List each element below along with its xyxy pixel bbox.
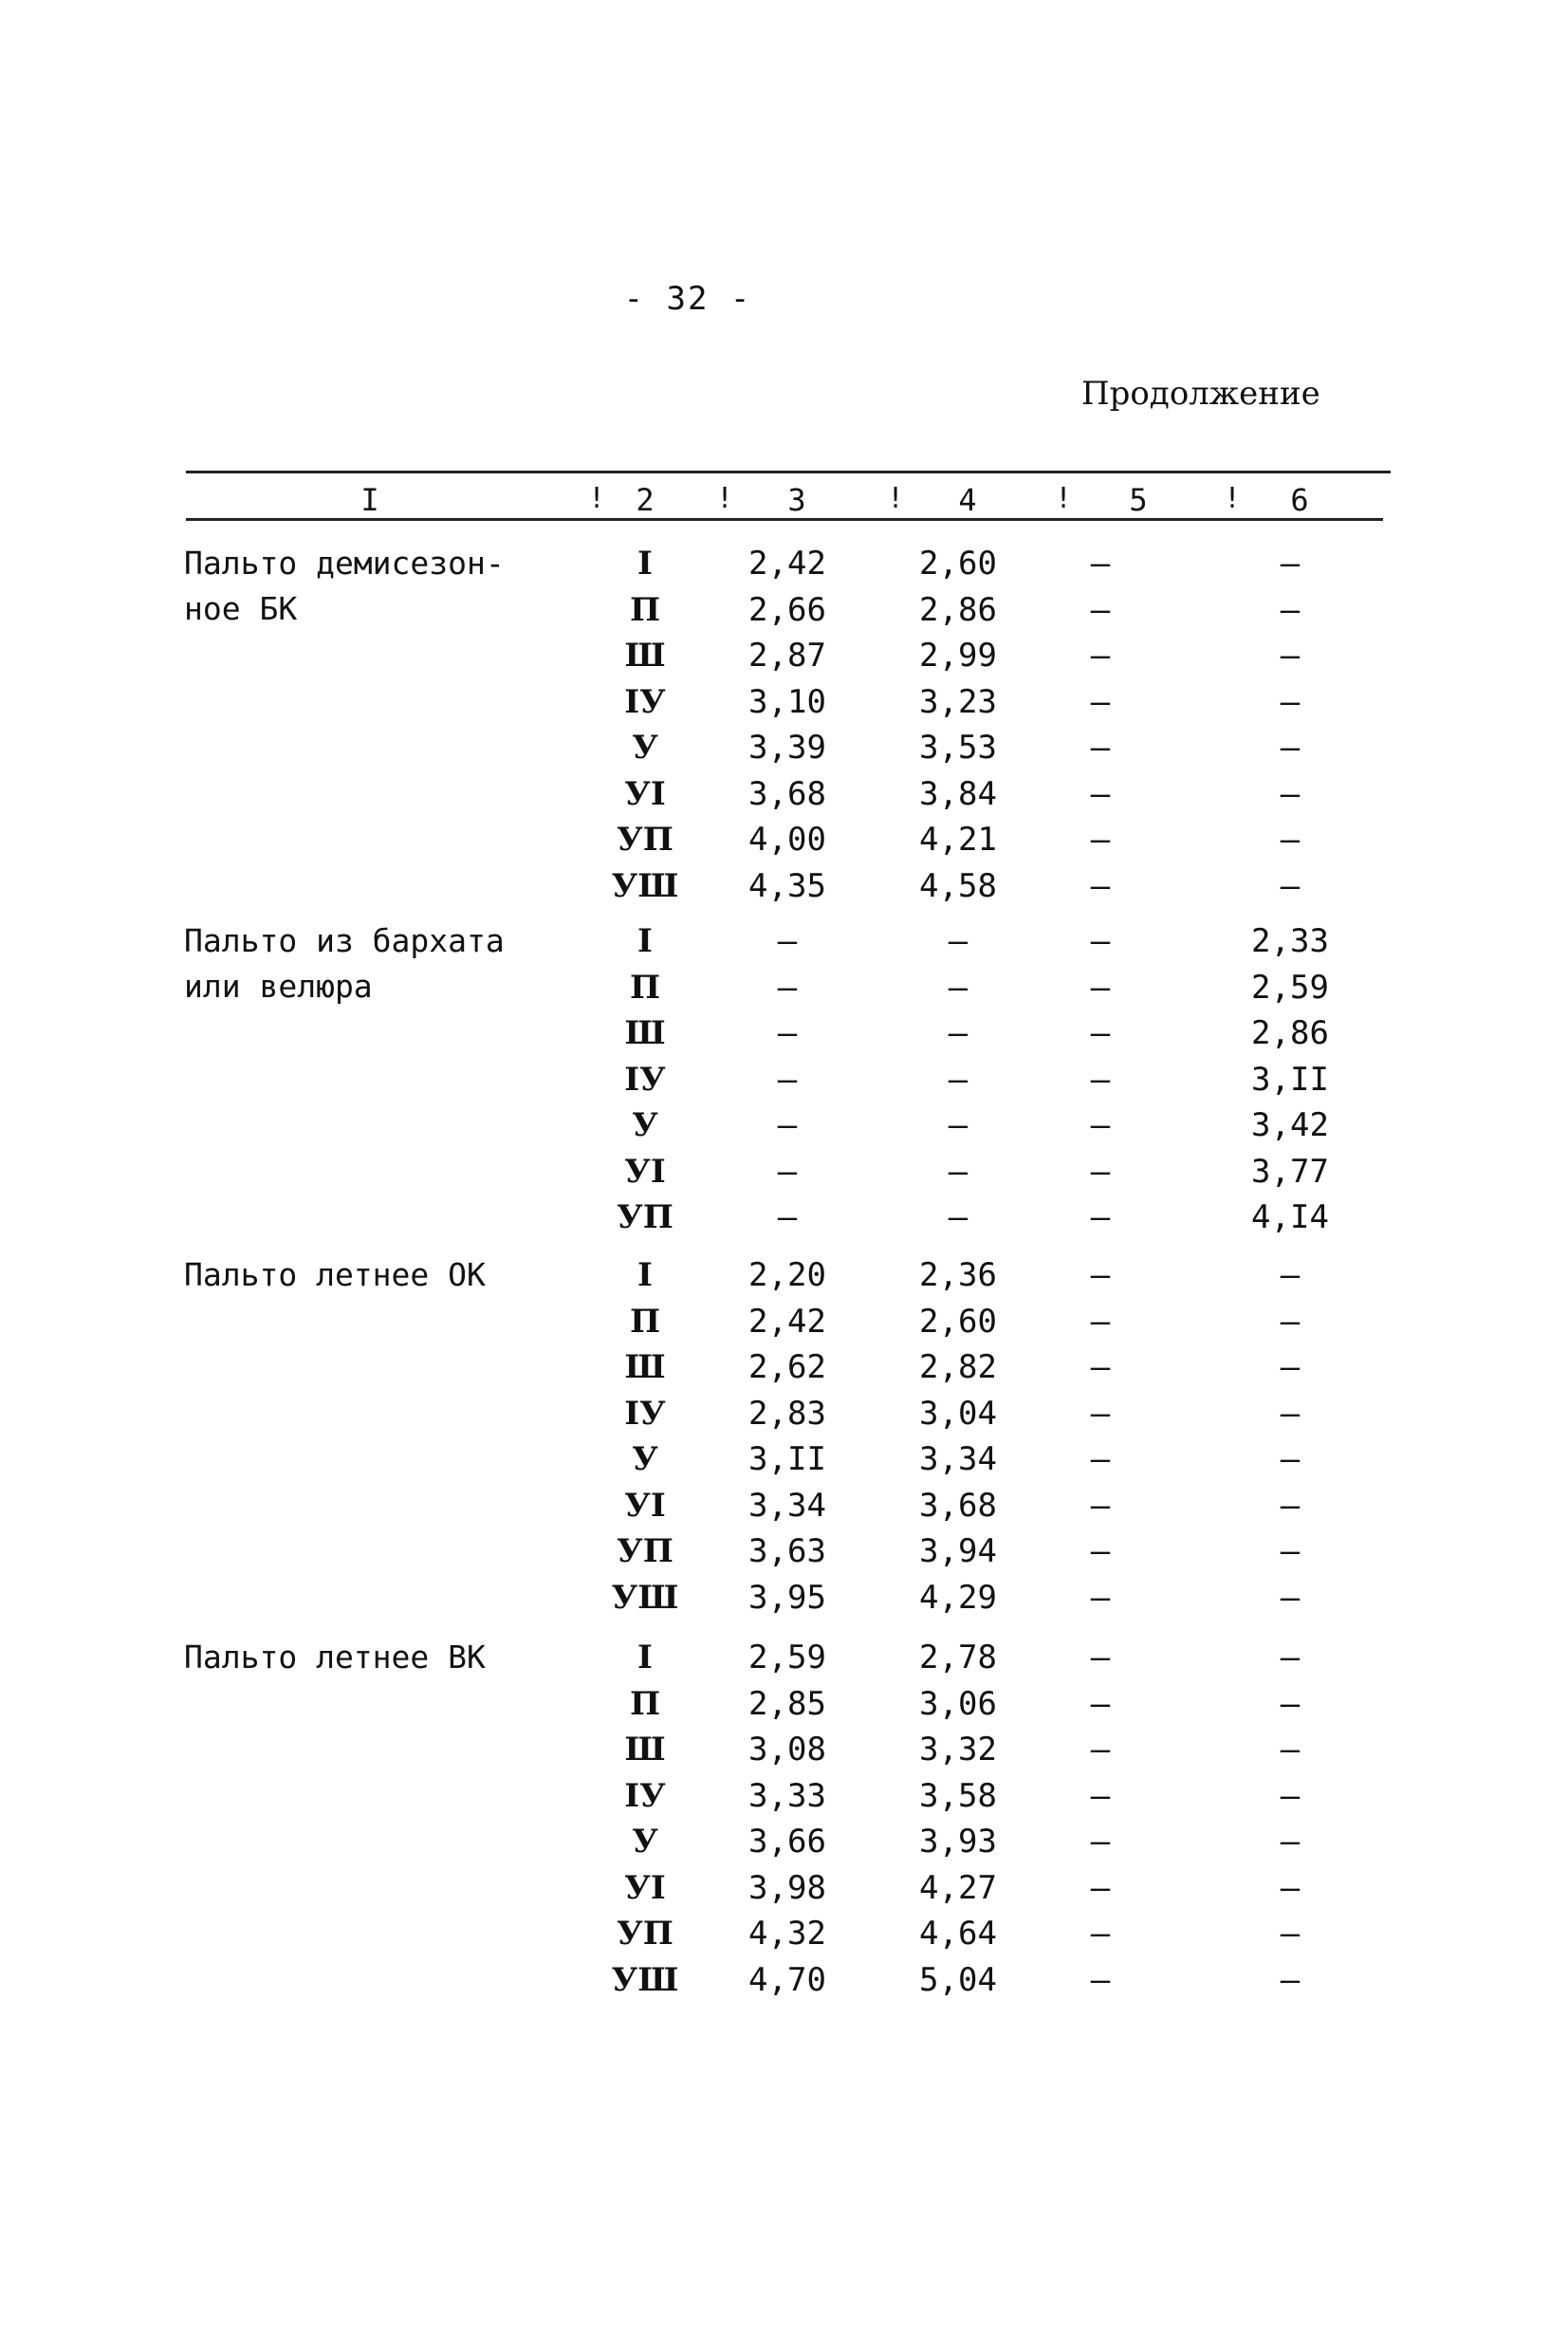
value-cell-col5: – [1090, 1639, 1111, 1676]
table-row [0, 1149, 1568, 1195]
value-cell-col4: – [948, 969, 968, 1007]
page-number: - 32 - [623, 280, 752, 318]
size-group-cell: У [632, 729, 658, 767]
value-cell-col3: 2,87 [748, 637, 826, 675]
value-cell-col3: – [777, 1106, 798, 1144]
size-group-cell: У [632, 1440, 658, 1478]
table-row [0, 918, 1568, 964]
value-cell-col3: 4,00 [748, 821, 826, 859]
value-cell-col5: – [1090, 922, 1111, 960]
value-cell-col4: 4,21 [919, 821, 997, 859]
value-cell-col4: 3,06 [919, 1685, 997, 1723]
item-name: Пальто из бархата или велюра [184, 922, 505, 1005]
column-separator: ! [588, 482, 606, 515]
table-row [0, 1483, 1568, 1528]
column-header-4: 4 [958, 482, 977, 518]
value-cell-col4: 2,99 [919, 637, 997, 675]
value-cell-col3: 4,35 [748, 867, 826, 905]
size-group-cell: I [637, 1639, 653, 1676]
value-cell-col5: – [1090, 1869, 1111, 1907]
value-cell-col3: 2,20 [748, 1256, 826, 1294]
value-cell-col5: – [1090, 1440, 1111, 1478]
value-cell-col6: 3,42 [1251, 1106, 1329, 1144]
continuation-label: Продолжение [1081, 375, 1320, 413]
value-cell-col5: – [1090, 1256, 1111, 1294]
value-cell-col6: – [1280, 1639, 1301, 1676]
value-cell-col4: 2,82 [919, 1348, 997, 1386]
table-row [0, 1911, 1568, 1956]
value-cell-col6: – [1280, 1348, 1301, 1386]
size-group-cell: П [629, 1303, 661, 1341]
value-cell-col3: 2,42 [748, 545, 826, 583]
value-cell-col5: – [1090, 969, 1111, 1007]
value-cell-col3: 4,32 [748, 1915, 826, 1953]
size-group-cell: IУ [624, 683, 666, 721]
table-row [0, 771, 1568, 817]
value-cell-col4: 2,36 [919, 1256, 997, 1294]
value-cell-col4: 2,60 [919, 545, 997, 583]
size-group-cell: УI [624, 1869, 666, 1907]
size-group-cell: УШ [611, 1579, 679, 1617]
value-cell-col4: 3,68 [919, 1487, 997, 1525]
value-cell-col5: – [1090, 1395, 1111, 1433]
table-row [0, 965, 1568, 1010]
size-group-cell: I [637, 922, 653, 960]
column-header-3: 3 [787, 482, 806, 518]
value-cell-col6: 2,86 [1251, 1014, 1329, 1052]
column-separator: ! [716, 482, 734, 515]
value-cell-col4: 2,86 [919, 591, 997, 629]
value-cell-col6: – [1280, 1303, 1301, 1341]
value-cell-col5: – [1090, 1961, 1111, 1999]
size-group-cell: Ш [624, 1731, 666, 1769]
size-group-cell: УП [617, 1915, 673, 1953]
value-cell-col6: – [1280, 1440, 1301, 1478]
column-separator: ! [1055, 482, 1073, 515]
value-cell-col6: – [1280, 1731, 1301, 1769]
size-group-cell: УП [617, 1532, 673, 1570]
value-cell-col6: – [1280, 775, 1301, 813]
table-row [0, 1773, 1568, 1819]
value-cell-col5: – [1090, 1303, 1111, 1341]
table-row [0, 1436, 1568, 1482]
value-cell-col3: – [777, 969, 798, 1007]
value-cell-col3: – [777, 1014, 798, 1052]
value-cell-col5: – [1090, 1198, 1111, 1236]
table-row [0, 1391, 1568, 1436]
value-cell-col4: 4,27 [919, 1869, 997, 1907]
value-cell-col6: – [1280, 1915, 1301, 1953]
value-cell-col3: – [777, 1153, 798, 1191]
size-group-cell: П [629, 591, 661, 629]
value-cell-col4: 5,04 [919, 1961, 997, 1999]
size-group-cell: Ш [624, 637, 666, 675]
value-cell-col3: 3,08 [748, 1731, 826, 1769]
size-group-cell: IУ [624, 1777, 666, 1815]
size-group-cell: УП [617, 821, 673, 859]
size-group-cell: УП [617, 1198, 673, 1236]
value-cell-col6: – [1280, 1487, 1301, 1525]
table-row [0, 1344, 1568, 1390]
value-cell-col4: 2,60 [919, 1303, 997, 1341]
size-group-cell: У [632, 1106, 658, 1144]
value-cell-col4: 3,04 [919, 1395, 997, 1433]
value-cell-col5: – [1090, 1532, 1111, 1570]
value-cell-col5: – [1090, 729, 1111, 767]
value-cell-col6: – [1280, 867, 1301, 905]
value-cell-col5: – [1090, 683, 1111, 721]
table-row [0, 1681, 1568, 1727]
value-cell-col5: – [1090, 1915, 1111, 1953]
value-cell-col6: 3,II [1251, 1061, 1329, 1099]
value-cell-col6: – [1280, 1823, 1301, 1861]
value-cell-col5: – [1090, 1777, 1111, 1815]
value-cell-col4: 3,84 [919, 775, 997, 813]
value-cell-col3: 2,83 [748, 1395, 826, 1433]
value-cell-col5: – [1090, 591, 1111, 629]
value-cell-col5: – [1090, 775, 1111, 813]
value-cell-col5: – [1090, 1579, 1111, 1617]
size-group-cell: IУ [624, 1061, 666, 1099]
value-cell-col6: – [1280, 683, 1301, 721]
size-group-cell: I [637, 545, 653, 583]
column-header-1: I [360, 482, 379, 518]
table-row [0, 1195, 1568, 1240]
column-header-6: 6 [1290, 482, 1309, 518]
table-row [0, 1575, 1568, 1620]
value-cell-col5: – [1090, 1106, 1111, 1144]
table-row [0, 1528, 1568, 1574]
value-cell-col6: – [1280, 1777, 1301, 1815]
value-cell-col6: – [1280, 1579, 1301, 1617]
value-cell-col4: 3,34 [919, 1440, 997, 1478]
table-row [0, 679, 1568, 725]
value-cell-col4: 3,94 [919, 1532, 997, 1570]
value-cell-col4: – [948, 1153, 968, 1191]
table-row [0, 633, 1568, 678]
value-cell-col4: – [948, 1198, 968, 1236]
column-separator: ! [1224, 482, 1242, 515]
table-row [0, 817, 1568, 862]
value-cell-col6: – [1280, 1532, 1301, 1570]
size-group-cell: I [637, 1256, 653, 1294]
value-cell-col4: 4,29 [919, 1579, 997, 1617]
value-cell-col5: – [1090, 1685, 1111, 1723]
value-cell-col6: – [1280, 637, 1301, 675]
value-cell-col3: 2,66 [748, 591, 826, 629]
value-cell-col4: – [948, 922, 968, 960]
value-cell-col6: – [1280, 729, 1301, 767]
size-group-cell: Ш [624, 1348, 666, 1386]
value-cell-col3: 3,39 [748, 729, 826, 767]
value-cell-col3: – [777, 922, 798, 960]
value-cell-col3: 2,42 [748, 1303, 826, 1341]
size-group-cell: П [629, 969, 661, 1007]
size-group-cell: УШ [611, 867, 679, 905]
value-cell-col3: 4,70 [748, 1961, 826, 1999]
table-row [0, 1102, 1568, 1148]
value-cell-col3: 3,II [748, 1440, 826, 1478]
value-cell-col4: 3,93 [919, 1823, 997, 1861]
value-cell-col4: 3,53 [919, 729, 997, 767]
value-cell-col3: 2,85 [748, 1685, 826, 1723]
value-cell-col5: – [1090, 1348, 1111, 1386]
table-row [0, 587, 1568, 633]
table-row [0, 541, 1568, 586]
value-cell-col3: – [777, 1061, 798, 1099]
value-cell-col6: – [1280, 1961, 1301, 1999]
value-cell-col4: – [948, 1106, 968, 1144]
table-row [0, 1057, 1568, 1102]
table-row [0, 1299, 1568, 1344]
value-cell-col5: – [1090, 545, 1111, 583]
value-cell-col5: – [1090, 1487, 1111, 1525]
value-cell-col6: – [1280, 1256, 1301, 1294]
value-cell-col6: 4,I4 [1251, 1198, 1329, 1236]
value-cell-col6: 2,59 [1251, 969, 1329, 1007]
value-cell-col6: – [1280, 1869, 1301, 1907]
column-header-2: 2 [636, 482, 655, 518]
table-row [0, 1635, 1568, 1680]
value-cell-col6: – [1280, 545, 1301, 583]
item-name: Пальто летнее ВК [184, 1639, 486, 1676]
size-group-cell: П [629, 1685, 661, 1723]
value-cell-col3: 3,63 [748, 1532, 826, 1570]
size-group-cell: У [632, 1823, 658, 1861]
value-cell-col3: 3,68 [748, 775, 826, 813]
value-cell-col4: 3,32 [919, 1731, 997, 1769]
table-row [0, 725, 1568, 770]
item-name: Пальто летнее ОК [184, 1256, 486, 1293]
value-cell-col6: – [1280, 821, 1301, 859]
table-row [0, 1865, 1568, 1911]
value-cell-col6: – [1280, 1685, 1301, 1723]
table-row [0, 1727, 1568, 1772]
value-cell-col4: 4,64 [919, 1915, 997, 1953]
value-cell-col6: 2,33 [1251, 922, 1329, 960]
value-cell-col3: – [777, 1198, 798, 1236]
value-cell-col4: 3,58 [919, 1777, 997, 1815]
column-separator: ! [887, 482, 905, 515]
size-group-cell: УШ [611, 1961, 679, 1999]
item-name: Пальто демисезон- ное БК [184, 545, 505, 627]
value-cell-col5: – [1090, 1014, 1111, 1052]
value-cell-col4: – [948, 1014, 968, 1052]
value-cell-col4: – [948, 1061, 968, 1099]
size-group-cell: Ш [624, 1014, 666, 1052]
size-group-cell: УI [624, 775, 666, 813]
value-cell-col3: 3,33 [748, 1777, 826, 1815]
value-cell-col3: 3,95 [748, 1579, 826, 1617]
value-cell-col5: – [1090, 1153, 1111, 1191]
value-cell-col5: – [1090, 821, 1111, 859]
value-cell-col3: 3,34 [748, 1487, 826, 1525]
value-cell-col4: 2,78 [919, 1639, 997, 1676]
value-cell-col6: 3,77 [1251, 1153, 1329, 1191]
column-header-5: 5 [1129, 482, 1148, 518]
table-row [0, 1819, 1568, 1864]
value-cell-col3: 3,10 [748, 683, 826, 721]
table-row [0, 863, 1568, 909]
value-cell-col5: – [1090, 637, 1111, 675]
table-row [0, 1957, 1568, 2003]
value-cell-col3: 3,66 [748, 1823, 826, 1861]
value-cell-col5: – [1090, 1823, 1111, 1861]
value-cell-col4: 4,58 [919, 867, 997, 905]
size-group-cell: IУ [624, 1395, 666, 1433]
value-cell-col3: 2,59 [748, 1639, 826, 1676]
value-cell-col4: 3,23 [919, 683, 997, 721]
size-group-cell: УI [624, 1487, 666, 1525]
value-cell-col5: – [1090, 1731, 1111, 1769]
value-cell-col5: – [1090, 867, 1111, 905]
table-row [0, 1252, 1568, 1298]
size-group-cell: УI [624, 1153, 666, 1191]
value-cell-col3: 3,98 [748, 1869, 826, 1907]
table-top-rule [186, 471, 1391, 473]
value-cell-col6: – [1280, 591, 1301, 629]
table-row [0, 1010, 1568, 1056]
table-header-rule [186, 518, 1383, 521]
value-cell-col5: – [1090, 1061, 1111, 1099]
value-cell-col3: 2,62 [748, 1348, 826, 1386]
value-cell-col6: – [1280, 1395, 1301, 1433]
